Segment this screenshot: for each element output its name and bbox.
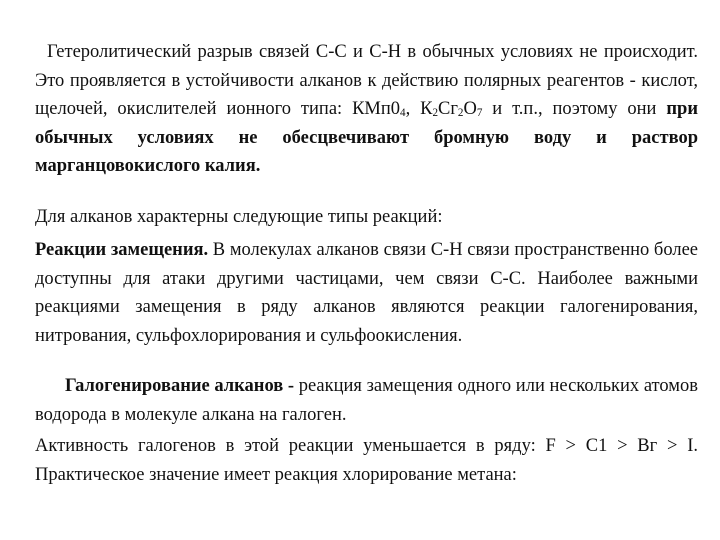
paragraph-halogen-activity [35,432,698,489]
p4-text: реакция замещения одного или нескольких атомов водорода в молекуле алкана на галоген. [35,376,698,425]
list-number [4,236,35,265]
p1-text-4: О [463,99,477,120]
p4-bold-term: Галогенирование алканов - [65,376,295,396]
p1-sub-2: 2 [432,107,438,120]
list-item-substitution-reactions [4,236,698,350]
paragraph-reaction-types-intro [35,203,698,232]
p1-sub-1: 4 [400,107,406,120]
p1-text-5: и т.п., поэтому они [482,99,667,120]
paragraph-heterolytic-cleavage [35,38,698,181]
p1-text-3: Сг [437,99,458,120]
paragraph-halogenation [35,372,698,429]
p1-sub-3: 2 [457,107,464,120]
p1-bold-conclusion: при обычных условиях не обесцвечивают бромную воду и раствор марганцовокислого калия. [35,99,698,177]
p1-text-2: , К [405,99,433,120]
p1-sub-4: 7 [476,107,483,120]
p1-text-1: Гетеролитический разрыв связей С-С и С-Н в обычных условиях не происходит. Это проявляется в устойчивости алканов к действию полярных реагентов - кислот, щелочей, окислителей ионного типа: КМп0 [35,42,698,120]
p2-text: Для алканов характерны следующие типы реакций: [35,207,443,227]
p3-text: В молекулах алканов связи С-Н связи пространственно более доступны для атаки другими частицами, чем связи С-С. Наиболее важными реакциями замещения в ряду алканов являются реакции галогенирования, нитрования, сульфохлорирования и сульфоокисления. [35,240,699,346]
p3-bold-heading: Реакции замещения. [35,240,209,260]
p5-text: Активность галогенов в этой реакции уменьшается в ряду: F > С1 > Вг > I. Практическое значение имеет реакция хлорирование метана: [35,436,698,485]
